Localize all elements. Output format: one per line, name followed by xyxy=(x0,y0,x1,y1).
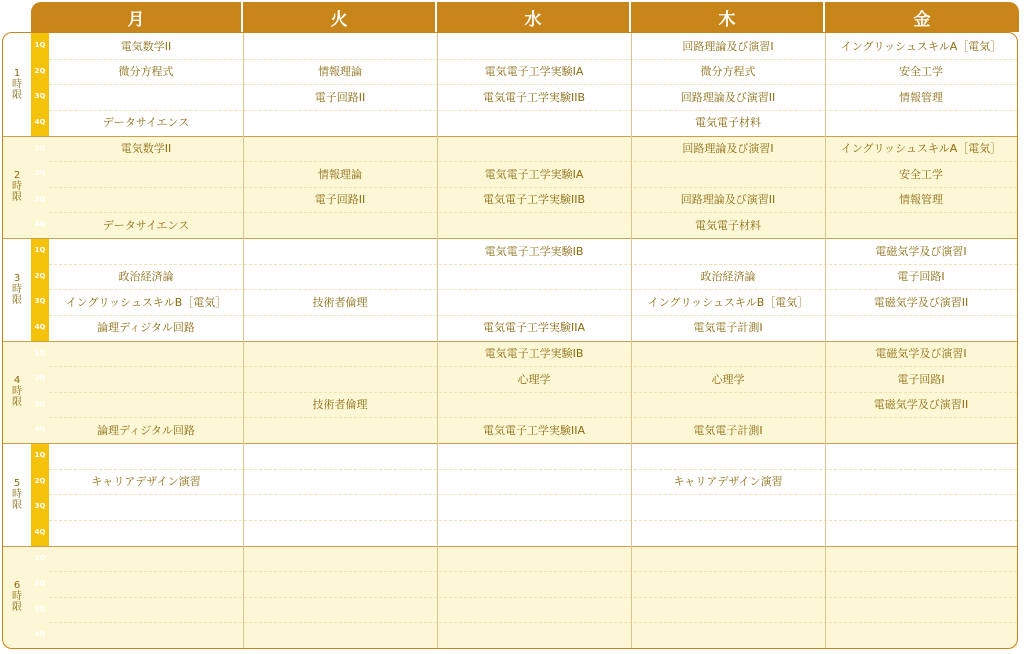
course-cell[interactable]: イングリッシュスキルB［電気］ xyxy=(647,295,809,309)
course-cell[interactable]: 電気電子工学実験IIB xyxy=(482,90,586,104)
course-cell[interactable]: 電気電子材料 xyxy=(695,116,761,130)
period-label-char: 時 xyxy=(12,181,22,193)
course-cell[interactable]: 技術者倫理 xyxy=(312,398,368,412)
course-cell[interactable]: 電気電子工学実験IA xyxy=(484,167,584,181)
course-cell[interactable]: 心理学 xyxy=(711,372,745,386)
quarter-label: 1Q xyxy=(34,451,46,459)
period-label-char: 6 xyxy=(13,580,21,592)
course-cell[interactable]: 電子回路I xyxy=(897,372,945,386)
quarter-label: 4Q xyxy=(34,220,46,229)
period-label-char: 時 xyxy=(12,591,22,603)
quarter-label: 1Q xyxy=(34,348,46,357)
quarter-label: 1Q xyxy=(34,246,46,254)
quarter-label: 2Q xyxy=(34,169,46,178)
period-label-1 xyxy=(3,33,31,136)
course-cell[interactable]: 政治経済論 xyxy=(118,270,174,284)
course-cell[interactable]: データサイエンス xyxy=(102,218,190,232)
period-label-char: 限 xyxy=(12,499,22,511)
period-label-char: 時 xyxy=(12,283,22,295)
course-cell[interactable]: 情報管理 xyxy=(899,193,943,207)
quarter-label: 3Q xyxy=(34,92,46,101)
course-cell[interactable]: データサイエンス xyxy=(102,116,190,130)
period-label-char: 限 xyxy=(12,397,22,409)
period-label-char: 時 xyxy=(12,386,22,398)
course-cell[interactable]: 電気電子工学実験IA xyxy=(484,65,584,79)
course-cell[interactable]: キャリアデザイン演習 xyxy=(91,475,201,489)
quarter-label: 4Q xyxy=(34,117,46,126)
course-cell[interactable]: 電気電子工学実験IB xyxy=(484,244,584,258)
quarter-label: 1Q xyxy=(34,41,46,49)
period-label-char: 4 xyxy=(13,375,21,387)
day-header-1: 火 xyxy=(243,2,435,32)
period-label-5 xyxy=(3,443,31,546)
period-label-char: 5 xyxy=(13,477,21,489)
period-label-char: 限 xyxy=(12,192,22,204)
period-label-char: 時 xyxy=(12,78,22,90)
period-label-char: 限 xyxy=(12,89,22,101)
course-cell[interactable]: 電気数学II xyxy=(120,142,172,155)
quarter-divider xyxy=(49,571,1017,572)
course-cell[interactable]: 情報理論 xyxy=(318,65,362,79)
course-cell[interactable]: イングリッシュスキルA［電気］ xyxy=(840,39,1002,53)
course-cell[interactable]: 論理ディジタル回路 xyxy=(97,321,195,335)
course-cell[interactable]: 回路理論及び演習II xyxy=(680,90,776,104)
course-cell[interactable]: 電気電子計測I xyxy=(693,321,763,335)
period-label-3 xyxy=(3,238,31,341)
course-cell[interactable]: 電子回路II xyxy=(314,90,366,104)
period-label-char: 1 xyxy=(13,67,21,79)
course-cell[interactable]: 電気電子工学実験IIA xyxy=(482,321,585,335)
course-cell[interactable]: 電磁気学及び演習II xyxy=(873,295,969,309)
course-cell[interactable]: 回路理論及び演習I xyxy=(682,142,774,155)
quarter-divider xyxy=(49,494,1017,495)
quarter-divider xyxy=(49,622,1017,623)
course-cell[interactable]: イングリッシュスキルA［電気］ xyxy=(840,142,1002,155)
quarter-label: 2Q xyxy=(34,66,46,75)
course-cell[interactable]: イングリッシュスキルB［電気］ xyxy=(65,295,227,309)
course-cell[interactable]: 電気電子工学実験IIB xyxy=(482,193,586,207)
quarter-label: 1Q xyxy=(34,143,46,152)
course-cell[interactable]: 電気電子計測I xyxy=(693,423,763,437)
quarter-divider xyxy=(49,597,1017,598)
period-label-char: 限 xyxy=(12,294,22,306)
quarter-label: 2Q xyxy=(34,271,46,280)
day-header-3: 木 xyxy=(631,2,823,32)
course-cell[interactable]: 回路理論及び演習II xyxy=(680,193,776,207)
quarter-label: 1Q xyxy=(34,553,46,562)
course-cell[interactable]: 回路理論及び演習I xyxy=(682,39,774,53)
day-divider xyxy=(243,33,244,648)
course-cell[interactable]: 情報管理 xyxy=(899,90,943,104)
course-cell[interactable]: 微分方程式 xyxy=(700,65,756,79)
course-cell[interactable]: 電気電子工学実験IB xyxy=(484,347,584,360)
period-label-4 xyxy=(3,341,31,444)
course-cell[interactable]: 論理ディジタル回路 xyxy=(97,423,195,437)
course-cell[interactable]: 電子回路I xyxy=(897,270,945,284)
quarter-label: 4Q xyxy=(34,322,46,331)
quarter-label: 2Q xyxy=(34,476,46,485)
quarter-label: 4Q xyxy=(34,630,46,639)
course-cell[interactable]: 電磁気学及び演習II xyxy=(873,398,969,412)
period-label-char: 2 xyxy=(13,170,21,182)
day-header-0: 月 xyxy=(31,2,241,32)
quarter-label: 2Q xyxy=(34,374,46,383)
quarter-label: 3Q xyxy=(34,502,46,511)
quarter-label: 3Q xyxy=(34,399,46,408)
course-cell[interactable]: 電気電子工学実験IIA xyxy=(482,423,585,437)
course-cell[interactable]: 安全工学 xyxy=(899,167,943,181)
course-cell[interactable]: 情報理論 xyxy=(318,167,362,181)
period-label-6 xyxy=(3,546,31,649)
quarter-label: 4Q xyxy=(34,527,46,536)
day-header-2: 水 xyxy=(437,2,629,32)
course-cell[interactable]: 安全工学 xyxy=(899,65,943,79)
quarter-label: 4Q xyxy=(34,425,46,434)
quarter-label: 3Q xyxy=(34,604,46,613)
period-label-char: 時 xyxy=(12,488,22,500)
period-divider xyxy=(3,546,1017,547)
course-cell[interactable]: 電磁気学及び演習I xyxy=(875,244,967,258)
period-label-2 xyxy=(3,136,31,239)
period-divider xyxy=(3,443,1017,444)
day-header-4: 金 xyxy=(825,2,1019,32)
quarter-label: 2Q xyxy=(34,579,46,588)
quarter-label: 3Q xyxy=(34,297,46,306)
course-cell[interactable]: 微分方程式 xyxy=(118,65,174,79)
quarter-label: 3Q xyxy=(34,194,46,203)
course-cell[interactable]: 心理学 xyxy=(517,372,551,386)
course-cell[interactable]: 電気数学II xyxy=(120,39,172,53)
course-cell[interactable]: 電気電子材料 xyxy=(695,218,761,232)
period-label-char: 3 xyxy=(13,272,21,284)
course-cell[interactable]: 電子回路II xyxy=(314,193,366,207)
quarter-divider xyxy=(49,520,1017,521)
course-cell[interactable]: 政治経済論 xyxy=(700,270,756,284)
course-cell[interactable]: 電磁気学及び演習I xyxy=(875,347,967,360)
period-label-char: 限 xyxy=(12,602,22,614)
course-cell[interactable]: 技術者倫理 xyxy=(312,295,368,309)
course-cell[interactable]: キャリアデザイン演習 xyxy=(673,475,783,489)
